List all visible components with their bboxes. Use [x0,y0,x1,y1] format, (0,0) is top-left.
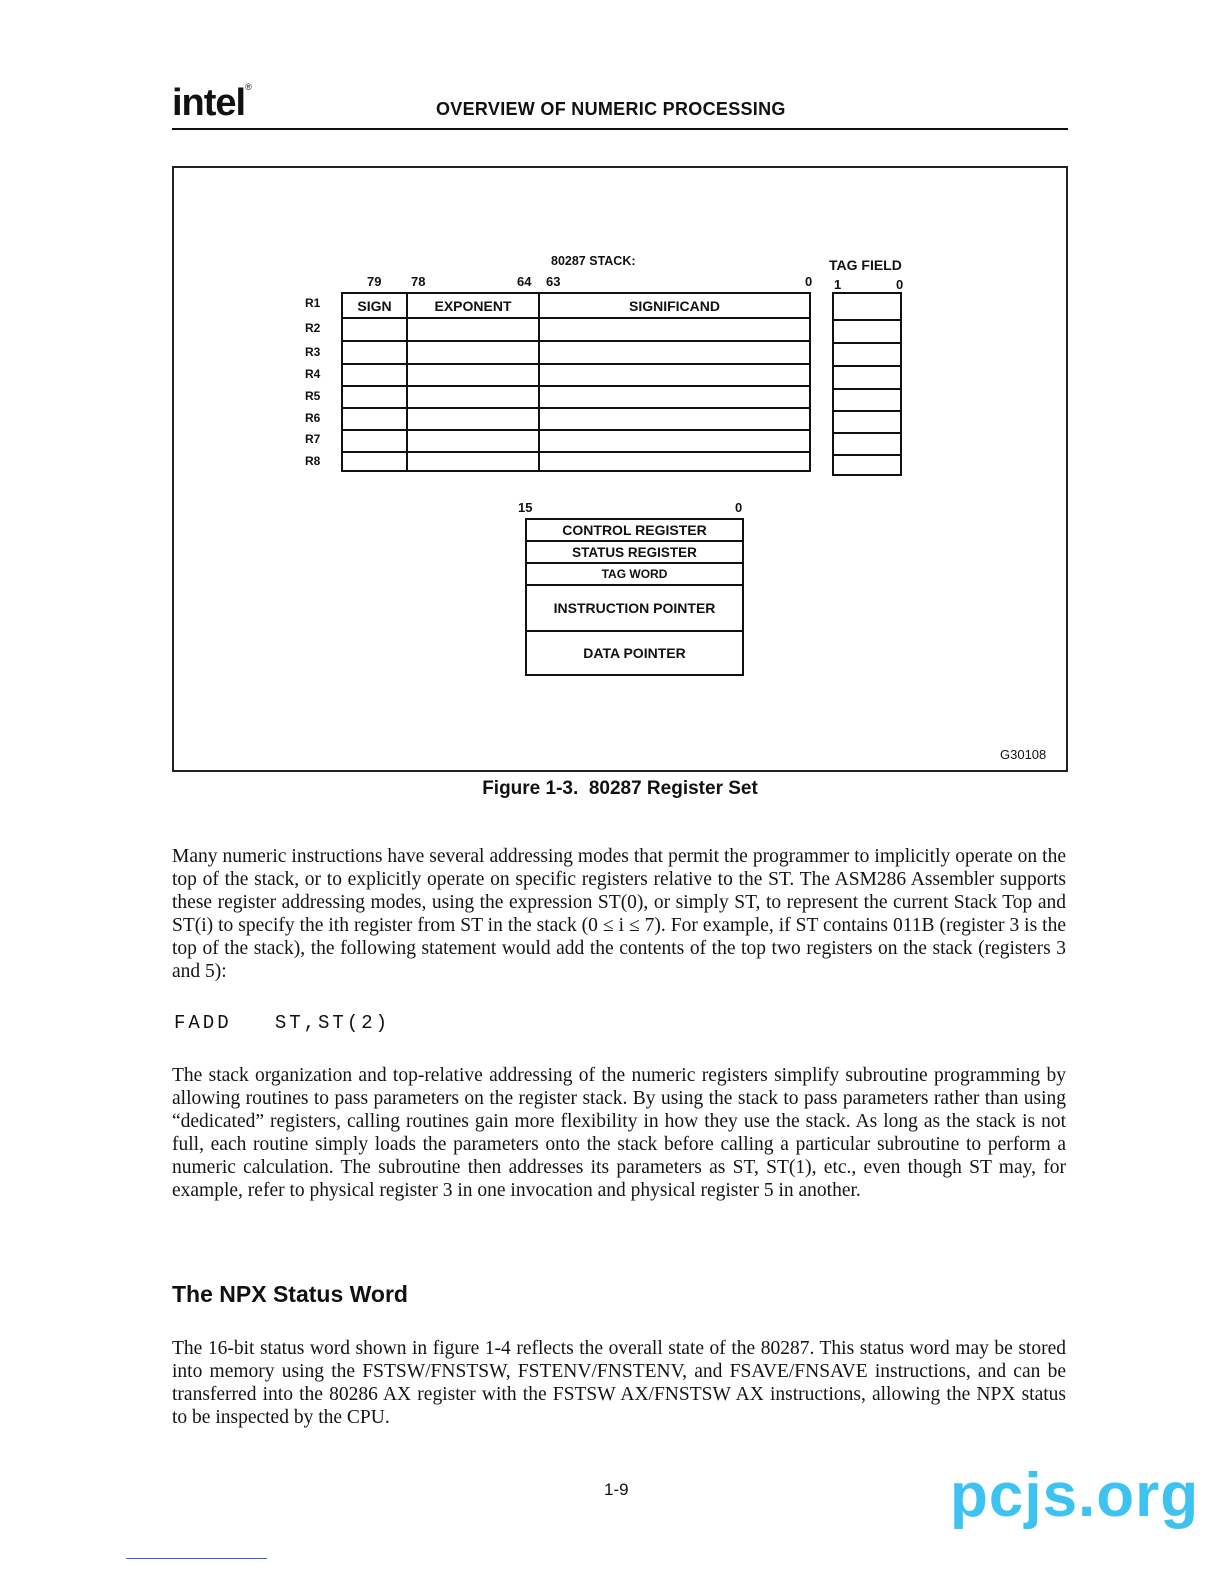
footer-link-underline [126,1558,267,1559]
page-number: 1-9 [604,1480,629,1499]
stack-title: 80287 STACK: [551,254,636,268]
register-label: R7 [305,432,321,446]
section-heading: The NPX Status Word [172,1281,408,1307]
figure-caption: Figure 1-3. 80287 Register Set [482,778,758,799]
instruction-pointer-row: INSTRUCTION POINTER [527,586,742,632]
body-paragraph-3: The 16-bit status word shown in figure 1-4 reflects the overall state of the 80287. This status word may be stored into memory using the FSTSW/FNSTSW, FSTENV/FNSTENV, and FSAVE/FNSAVE instructions, and can be transferred into the 80286 AX register with the FSTSW AX/FNSTSW AX instructions, allowing the NPX status to be inspected by the CPU. [172,1338,1066,1428]
register-label: R2 [305,321,321,335]
register-label: R1 [305,296,321,310]
bit-label-78: 78 [411,274,426,289]
stack-register-table [341,292,811,472]
register-label: R5 [305,389,321,403]
stack-row [343,365,809,387]
column-divider [538,294,540,470]
logo-text: intel [172,82,246,124]
stack-row [343,319,809,342]
tag-field-table [832,292,902,476]
tag-row [834,294,900,321]
page-header-title: OVERVIEW OF NUMERIC PROCESSING [436,99,786,119]
body-paragraph-1: Many numeric instructions have several addressing modes that permit the programmer to implicitly operate on the top of the stack, or to explicitly operate on specific registers relative to the ST. The ASM286 Assembler supports these register addressing modes, using the expression ST(0), or simply ST, to represent the current Stack Top and ST(i) to specify the ith register from ST in the stack (0 ≤ i ≤ 7). For example, if ST contains 011B (register 3 is the top of the stack), the following statement would add the contents of the top two registers on the stack (registers 3 and 5): [172,846,1066,982]
control-bit-label-0: 0 [735,500,743,515]
tag-row [834,434,900,456]
control-bit-label-15: 15 [518,500,533,515]
code-example: FADD ST,ST(2) [174,1012,391,1034]
figure-id: G30108 [1000,747,1047,762]
registered-mark: ® [245,82,251,92]
tag-row [834,367,900,390]
data-pointer-row: DATA POINTER [583,645,686,661]
column-divider [406,294,408,470]
tag-bit-label-1: 1 [834,277,842,292]
header-divider [172,128,1068,130]
sign-column-header: SIGN [357,298,392,314]
bit-label-64: 64 [517,274,532,289]
tag-row [834,321,900,344]
register-label: R6 [305,411,321,425]
register-label: R3 [305,345,321,359]
intel-logo [172,82,251,125]
status-register-row: STATUS REGISTER [527,542,742,564]
stack-row [343,431,809,453]
tag-row [834,390,900,412]
bit-label-63: 63 [546,274,561,289]
control-register-table [525,518,744,676]
bit-label-79: 79 [367,274,382,289]
pcjs-watermark: pcjs.org [950,1461,1200,1530]
stack-row [343,387,809,409]
stack-row [343,342,809,365]
significand-column-header: SIGNIFICAND [629,298,720,314]
tag-row [834,412,900,434]
stack-row [343,409,809,431]
body-paragraph-2: The stack organization and top-relative addressing of the numeric registers simplify subroutine programming by allowing routines to pass parameters on the register stack. By using the stack to pass parameters rather than using “dedicated” registers, calling routines gain more flexibility in how they use the stack. As long as the stack is not full, each routine simply loads the parameters onto the stack before calling a particular subroutine to perform a numeric calculation. The subroutine then addresses its parameters as ST, ST(1), etc., even though ST may, for example, refer to physical register 3 in one invocation and physical register 5 in another. [172,1065,1066,1201]
tag-word-row: TAG WORD [527,564,742,586]
bit-label-0: 0 [805,274,813,289]
tag-field-title: TAG FIELD [829,257,902,273]
register-label: R8 [305,454,321,468]
register-label: R4 [305,367,321,381]
exponent-column-header: EXPONENT [434,298,512,314]
control-register-row: CONTROL REGISTER [527,520,742,542]
tag-bit-label-0: 0 [896,277,904,292]
tag-row [834,344,900,367]
